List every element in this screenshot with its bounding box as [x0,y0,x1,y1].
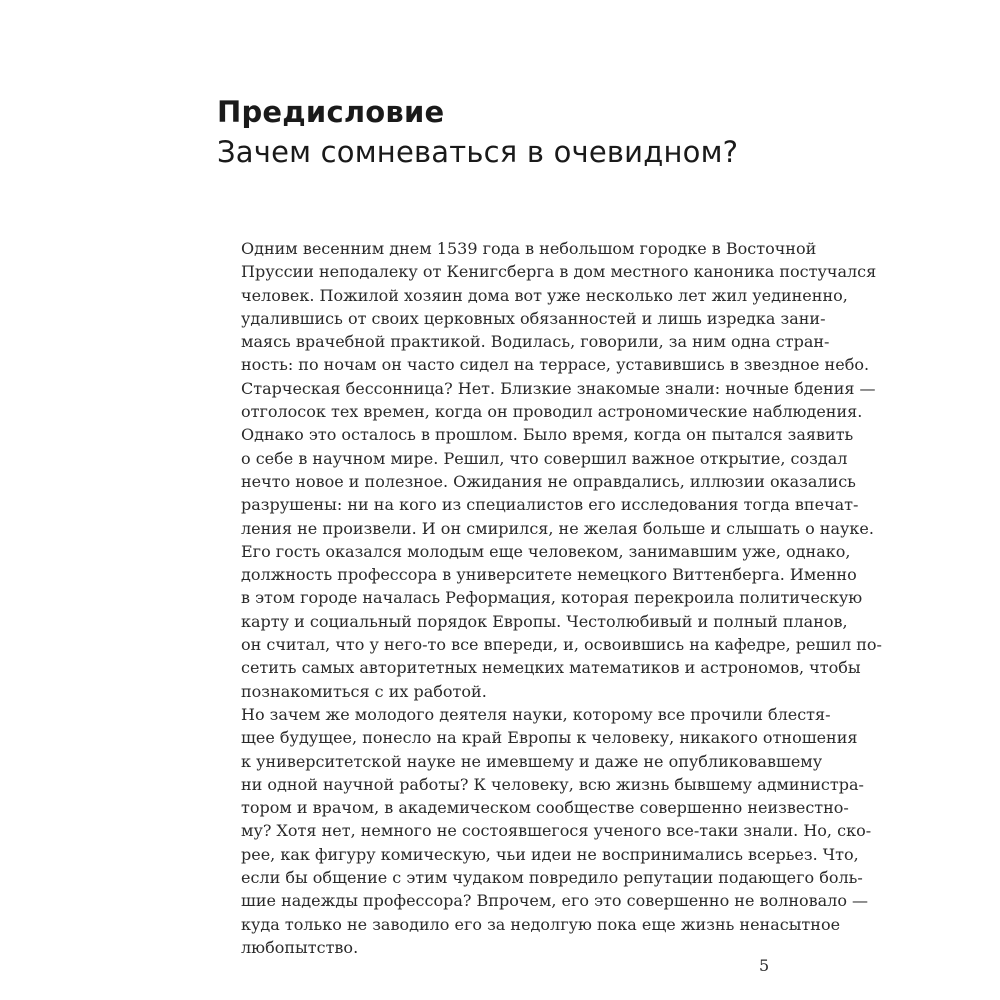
text-line: любопытство. [241,937,359,957]
paragraph [217,237,877,540]
text-line: ность: по ночам он часто сидел на террасе, уставившись в звездное небо. [241,355,870,375]
text-line: если бы общение с этим чудаком повредило репутации подающего боль- [241,868,863,888]
text-line: шие надежды профессора? Впрочем, его это совершенно не волновало — [241,891,869,911]
text-line: щее будущее, понесло на край Европы к человеку, никакого отношения [241,728,858,748]
text-line: познакомиться с их работой. [241,681,487,701]
text-line: отголосок тех времен, когда он проводил астрономические наблюдения. [241,402,863,422]
text-line: человек. Пожилой хозяин дома вот уже несколько лет жил уединенно, [241,285,848,305]
text-line: ни одной научной работы? К человеку, всю жизнь бывшему администра- [241,774,864,794]
text-line: в этом городе началась Реформация, которая перекроила политическую [241,588,863,608]
text-line: Пруссии неподалеку от Кенигсберга в дом местного каноника постучался [241,262,877,282]
chapter-subtitle: Зачем сомневаться в очевидном? [217,135,739,169]
text-line: нечто новое и полезное. Ожидания не оправдались, иллюзии оказались [241,471,856,491]
text-line: разрушены: ни на кого из специалистов его исследования тогда впечат- [241,495,859,515]
text-line: к университетской науке не имевшему и даже не опубликовавшему [241,751,823,771]
text-line: о себе в научном мире. Решил, что совершил важное открытие, создал [241,448,848,468]
page-number: 5 [759,956,770,975]
text-line: сетить самых авторитетных немецких математиков и астрономов, чтобы [241,658,861,678]
text-line: должность профессора в университете немецкого Виттенберга. Именно [241,565,857,585]
text-line: он считал, что у него-то все впереди, и, освоившись на кафедре, решил по- [241,635,882,655]
chapter-heading [217,92,917,172]
text-line: Одним весенним днем 1539 года в небольшом городке в Восточной [241,239,817,258]
text-line: Но зачем же молодого деятеля науки, которому все прочили блестя- [241,704,831,724]
text-line: удалившись от своих церковных обязанностей и лишь изредка зани- [241,308,826,328]
paragraph [217,703,872,959]
text-line: куда только не заводило его за недолгую пока еще жизнь ненасытное [241,914,841,934]
text-line: му? Хотя нет, немного не состоявшегося ученого все-таки знали. Но, ско- [241,821,872,841]
text-line: Его гость оказался молодым еще человеком, занимавшим уже, однако, [241,541,851,561]
text-line: маясь врачебной практикой. Водилась, говорили, за ним одна стран- [241,332,830,352]
text-line: Старческая бессонница? Нет. Близкие знакомые знали: ночные бдения — [241,378,876,398]
text-line: рее, как фигуру комическую, чьи идеи не воспринимались всерьез. Что, [241,844,859,864]
body-text [217,237,882,959]
text-line: тором и врачом, в академическом сообществе совершенно неизвестно- [241,798,849,818]
chapter-title: Предисловие [217,95,445,129]
paragraph [217,540,882,703]
text-line: ления не произвели. И он смирился, не желая больше и слышать о науке. [241,518,874,538]
text-line: Однако это осталось в прошлом. Было время, когда он пытался заявить [241,425,854,445]
text-line: карту и социальный порядок Европы. Честолюбивый и полный планов, [241,611,848,631]
